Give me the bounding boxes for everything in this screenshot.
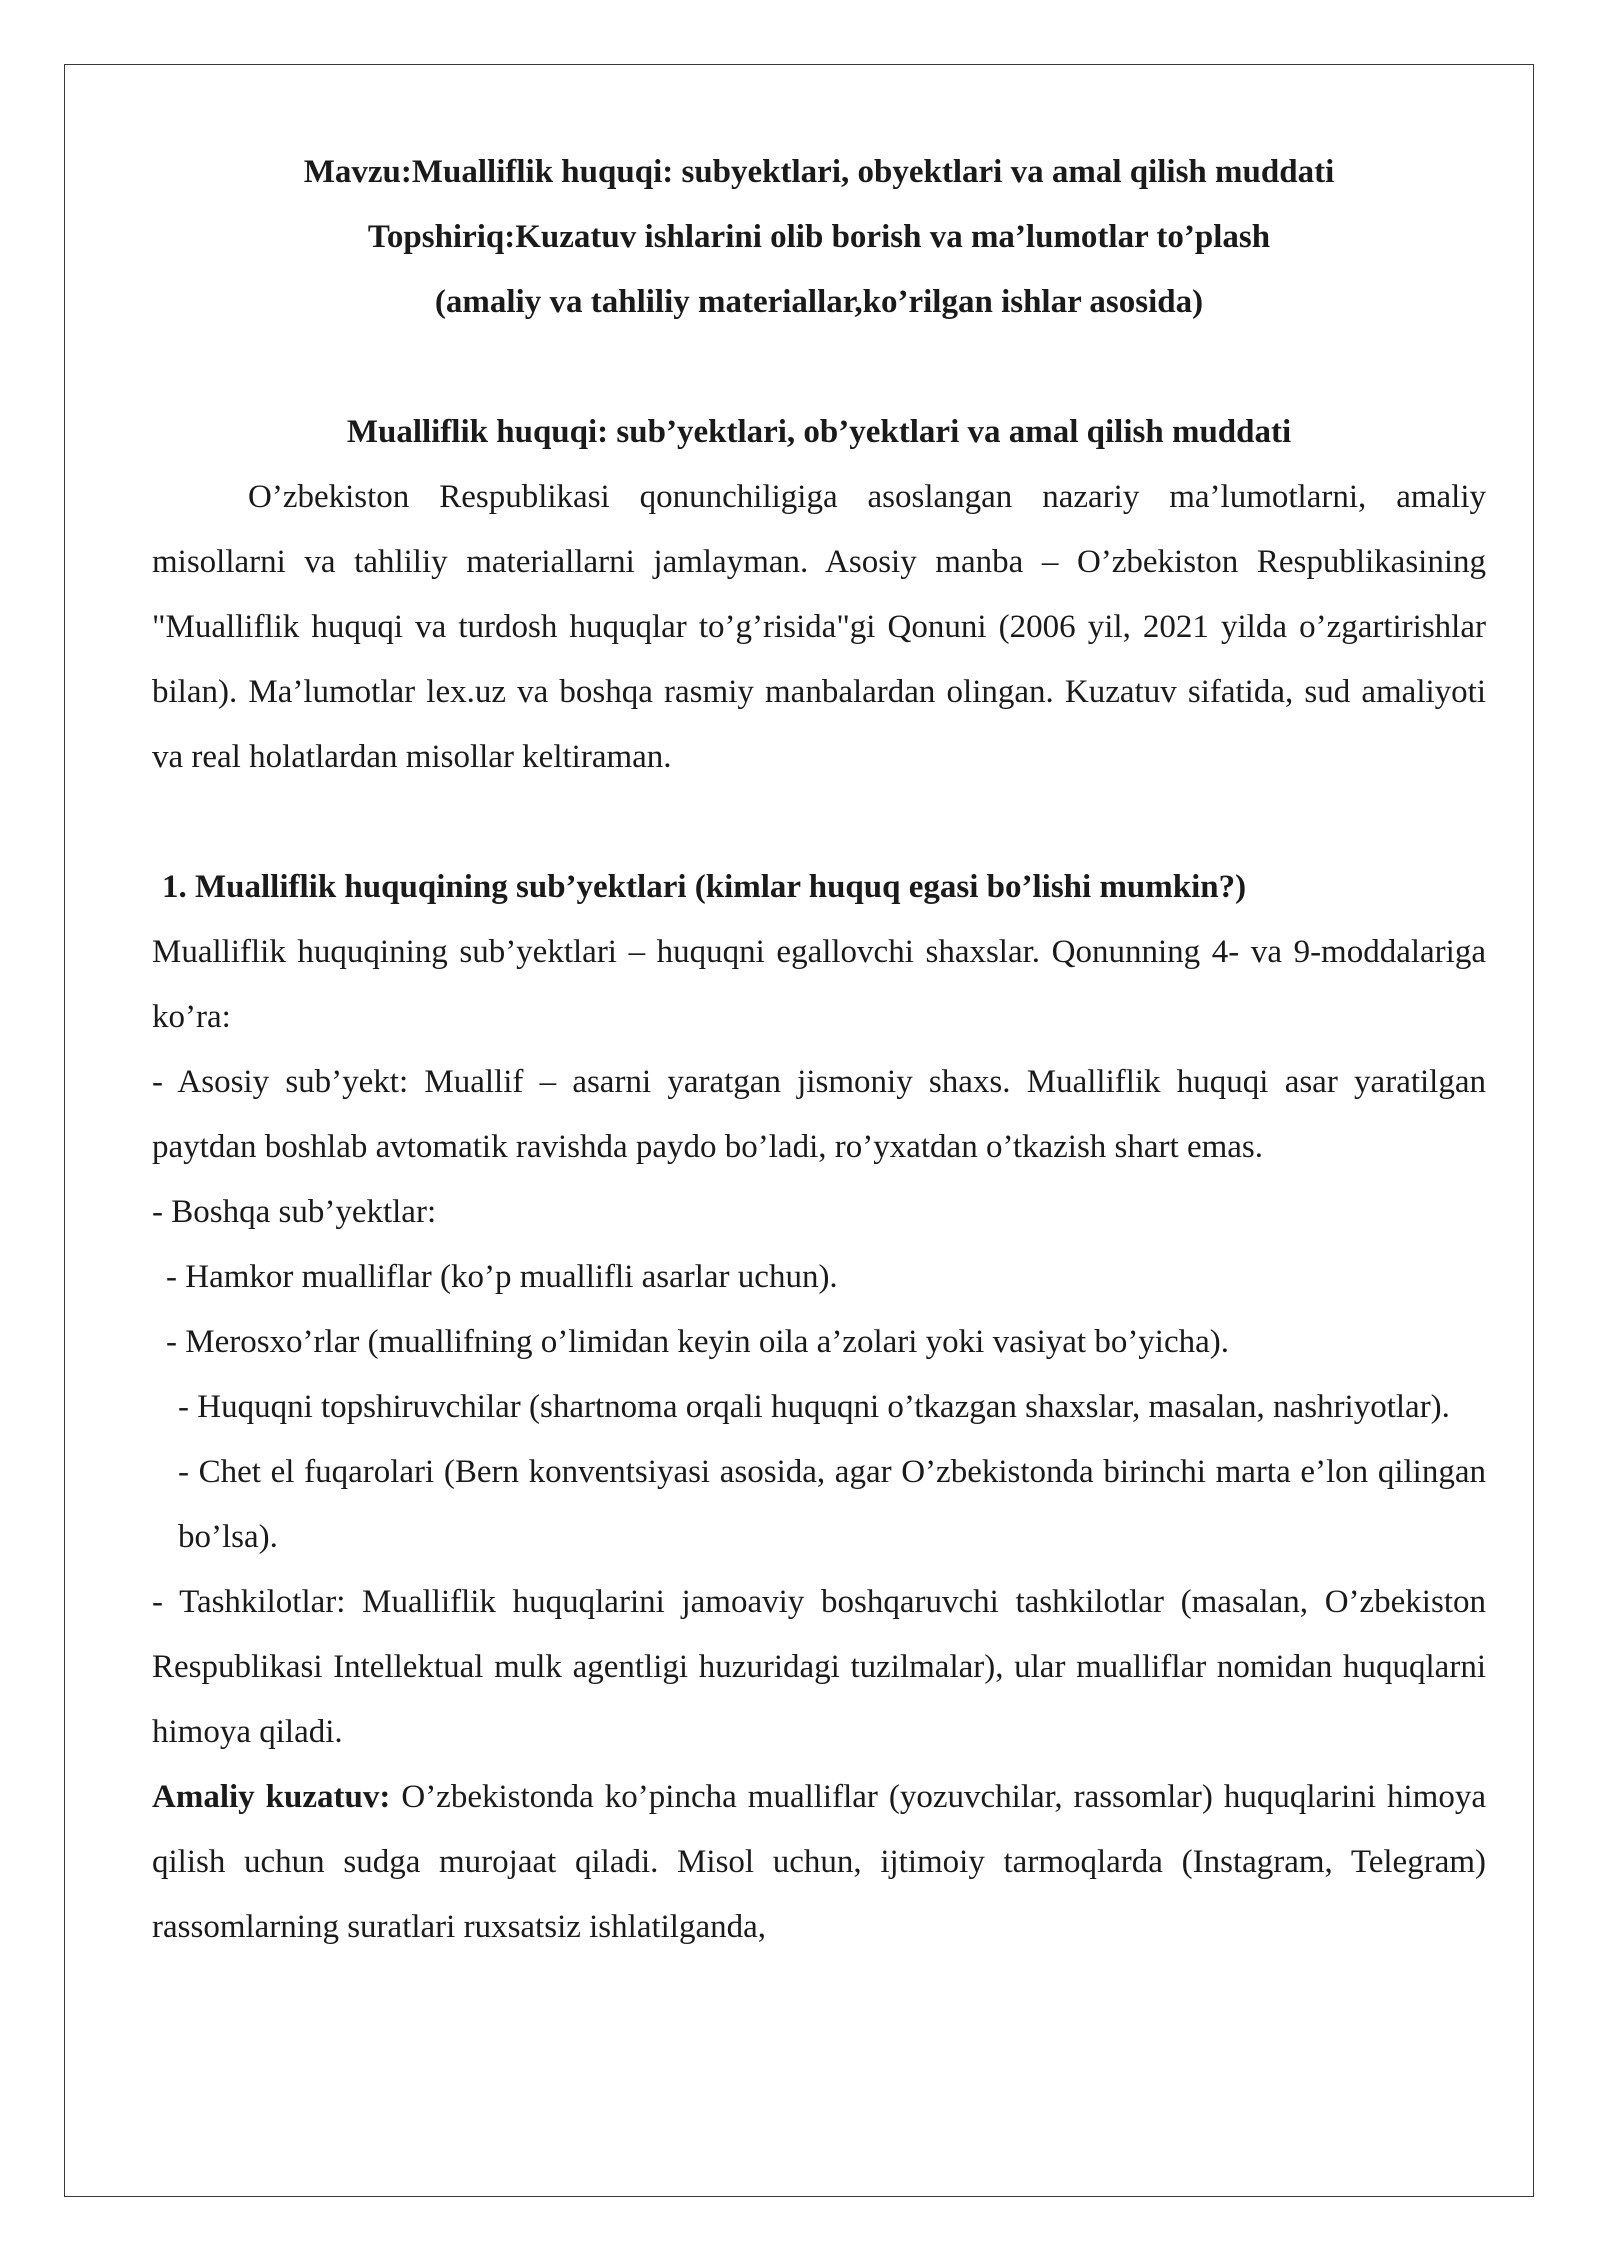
section-1-paragraph-3: - Boshqa sub’yektlar: [152,1194,437,1230]
section-1-heading: 1. Mualliflik huquqining sub’yektlari (kimlar huquq egasi bo’lishi mumkin?) [162,869,1247,905]
practice-label: Amaliy kuzatuv: [152,1779,391,1815]
spacer [152,790,1486,855]
task-title: Topshiriq:Kuzatuv ishlarini olib borish va ma’lumotlar to’plash [367,219,1271,255]
spacer [152,335,1486,400]
task-subtitle: (amaliy va tahliliy materiallar,ko’rilgan ishlar asosida) [434,284,1204,320]
topic-title: Mavzu:Mualliflik huquqi: subyektlari, obyektlari va amal qilish muddati [303,154,1335,190]
section-1-paragraph-4: - Tashkilotlar: Mualliflik huquqlarini jamoaviy boshqaruvchi tashkilotlar (masalan, O’zbekiston Respublikasi Intellektual mulk agentligi huzuridagi tuzilmalar), ular mualliflar nomidan huquqlarni himoya qiladi. [152,1584,1486,1750]
list-item-foreign-citizens: - Chet el fuqarolari (Bern konventsiyasi asosida, agar O’zbekistonda birinchi marta e’lon qilingan bo’lsa). [178,1454,1486,1555]
practice-paragraph [152,1765,1486,1960]
document-body [152,140,1486,1960]
section-1-paragraph-2: - Asosiy sub’yekt: Muallif – asarni yaratgan jismoniy shaxs. Mualliflik huquqi asar yaratilgan paytdan boshlab avtomatik ravishda paydo bo’ladi, ro’yxatdan o’tkazish shart emas. [152,1064,1486,1165]
list-item-coauthors: - Hamkor mualliflar (ko’p muallifli asarlar uchun). [166,1259,838,1295]
list-item-heirs: - Merosxo’rlar (muallifning o’limidan keyin oila a’zolari yoki vasiyat bo’yicha). [166,1324,1230,1360]
section-title: Mualliflik huquqi: sub’yektlari, ob’yektlari va amal qilish muddati [346,414,1292,450]
list-item-transferors: - Huquqni topshiruvchilar (shartnoma orqali huquqni o’tkazgan shaxslar, masalan, nashriyotlar). [178,1389,1450,1425]
practice-text: O’zbekistonda ko’pincha mualliflar (yozuvchilar, rassomlar) huquqlarini himoya qilish uchun sudga murojaat qiladi. Misol uchun, ijtimoiy tarmoqlarda (Instagram, Telegram) rassomlarning suratlari ruxsatsiz ishlatilganda, [152,1779,1487,1945]
intro-paragraph: O’zbekiston Respublikasi qonunchiligiga asoslangan nazariy ma’lumotlarni, amaliy misollarni va tahliliy materiallarni jamlayman. Asosiy manba – O’zbekiston Respublikasining "Mualliflik huquqi va turdosh huquqlar to’g’risida"gi Qonuni (2006 yil, 2021 yilda o’zgartirishlar bilan). Ma’lumotlar lex.uz va boshqa rasmiy manbalardan olingan. Kuzatuv sifatida, sud amaliyoti va real holatlardan misollar keltiraman. [152,479,1486,775]
section-1-paragraph-1: Mualliflik huquqining sub’yektlari – huquqni egallovchi shaxslar. Qonunning 4- va 9-moddalariga ko’ra: [152,934,1486,1035]
